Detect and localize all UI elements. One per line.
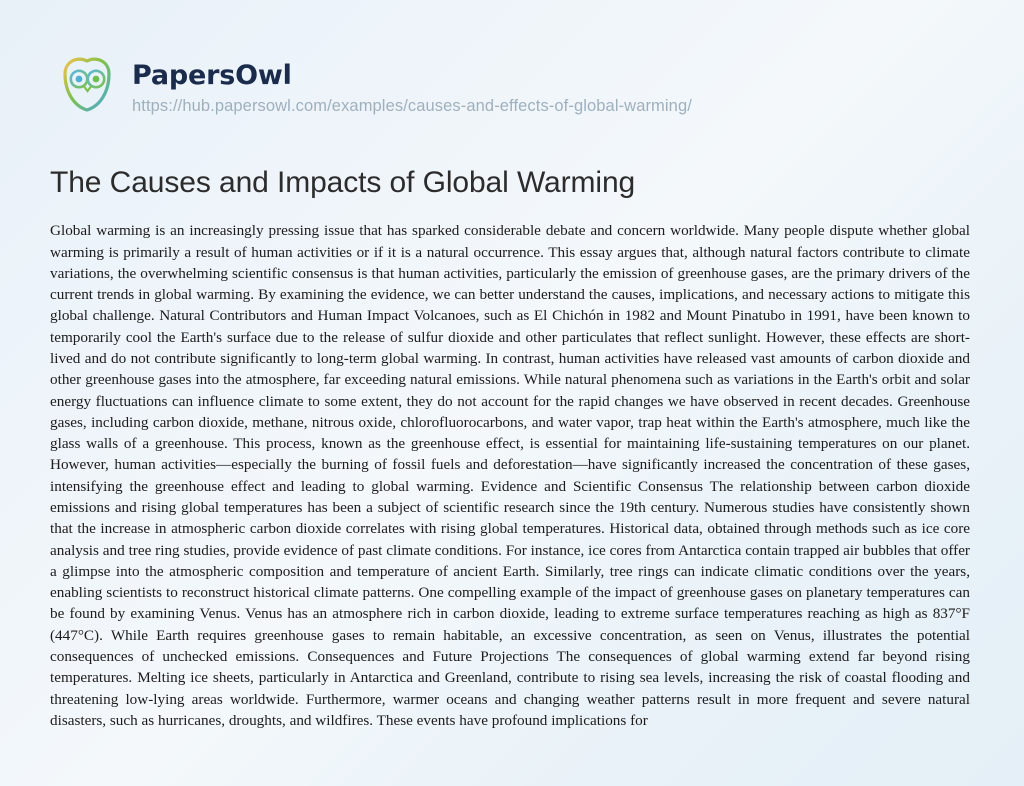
brand-name: PapersOwl: [132, 60, 292, 91]
site-header: [48, 0, 976, 116]
owl-logo-icon: [56, 52, 118, 114]
brand-block: [132, 52, 692, 116]
source-url[interactable]: https://hub.papersowl.com/examples/causes-and-effects-of-global-warming/: [132, 97, 692, 116]
document-body-text: Global warming is an increasingly pressing issue that has sparked considerable debate and concern worldwide. Many people dispute whether global warming is primarily a result of human activities or if it is a natural occurrence. This essay argues that, although natural factors contribute to climate variations, the overwhelming scientific consensus is that human activities, particularly the emission of greenhouse gases, are the primary drivers of the current trends in global warming. By examining the evidence, we can better understand the causes, implications, and necessary actions to mitigate this global challenge. Natural Contributors and Human Impact Volcanoes, such as El Chichón in 1982 and Mount Pinatubo in 1991, have been known to temporarily cool the Earth's surface due to the release of sulfur dioxide and other particulates that reflect sunlight. However, these effects are short-lived and do not contribute significantly to long-term global warming. In contrast, human activities have released vast amounts of carbon dioxide and other greenhouse gases into the atmosphere, far exceeding natural emissions. While natural phenomena such as variations in the Earth's orbit and solar energy fluctuations can influence climate to some extent, they do not account for the rapid changes we have observed in recent decades. Greenhouse gases, including carbon dioxide, methane, nitrous oxide, chlorofluorocarbons, and water vapor, trap heat within the Earth's atmosphere, much like the glass walls of a greenhouse. This process, known as the greenhouse effect, is essential for maintaining life-sustaining temperatures on our planet. However, human activities—especially the burning of fossil fuels and deforestation—have significantly increased the concentration of these gases, intensifying the greenhouse effect and leading to global warming. Evidence and Scientific Consensus The relationship between carbon dioxide emissions and rising global temperatures has been a subject of scientific research since the 19th century. Numerous studies have consistently shown that the increase in atmospheric carbon dioxide correlates with rising global temperatures. Historical data, obtained through methods such as ice core analysis and tree ring studies, provide evidence of past climate conditions. For instance, ice cores from Antarctica contain trapped air bubbles that offer a glimpse into the atmospheric composition and temperature of ancient Earth. Similarly, tree rings can indicate climatic conditions over the years, enabling scientists to reconstruct historical climate patterns. One compelling example of the impact of greenhouse gases on planetary temperatures can be found by examining Venus. Venus has an atmosphere rich in carbon dioxide, leading to extreme surface temperatures reaching as high as 837°F (447°C). While Earth requires greenhouse gases to remain habitable, an excessive concentration, as seen on Venus, illustrates the potential consequences of unchecked emissions. Consequences and Future Projections The consequences of global warming extend far beyond rising temperatures. Melting ice sheets, particularly in Antarctica and Greenland, contribute to rising sea levels, increasing the risk of coastal flooding and threatening low-lying areas worldwide. Furthermore, warmer oceans and changing weather patterns result in more frequent and severe natural disasters, such as hurricanes, droughts, and wildfires. These events have profound implications for: [50, 222, 970, 729]
page-title: The Causes and Impacts of Global Warming: [50, 166, 636, 200]
